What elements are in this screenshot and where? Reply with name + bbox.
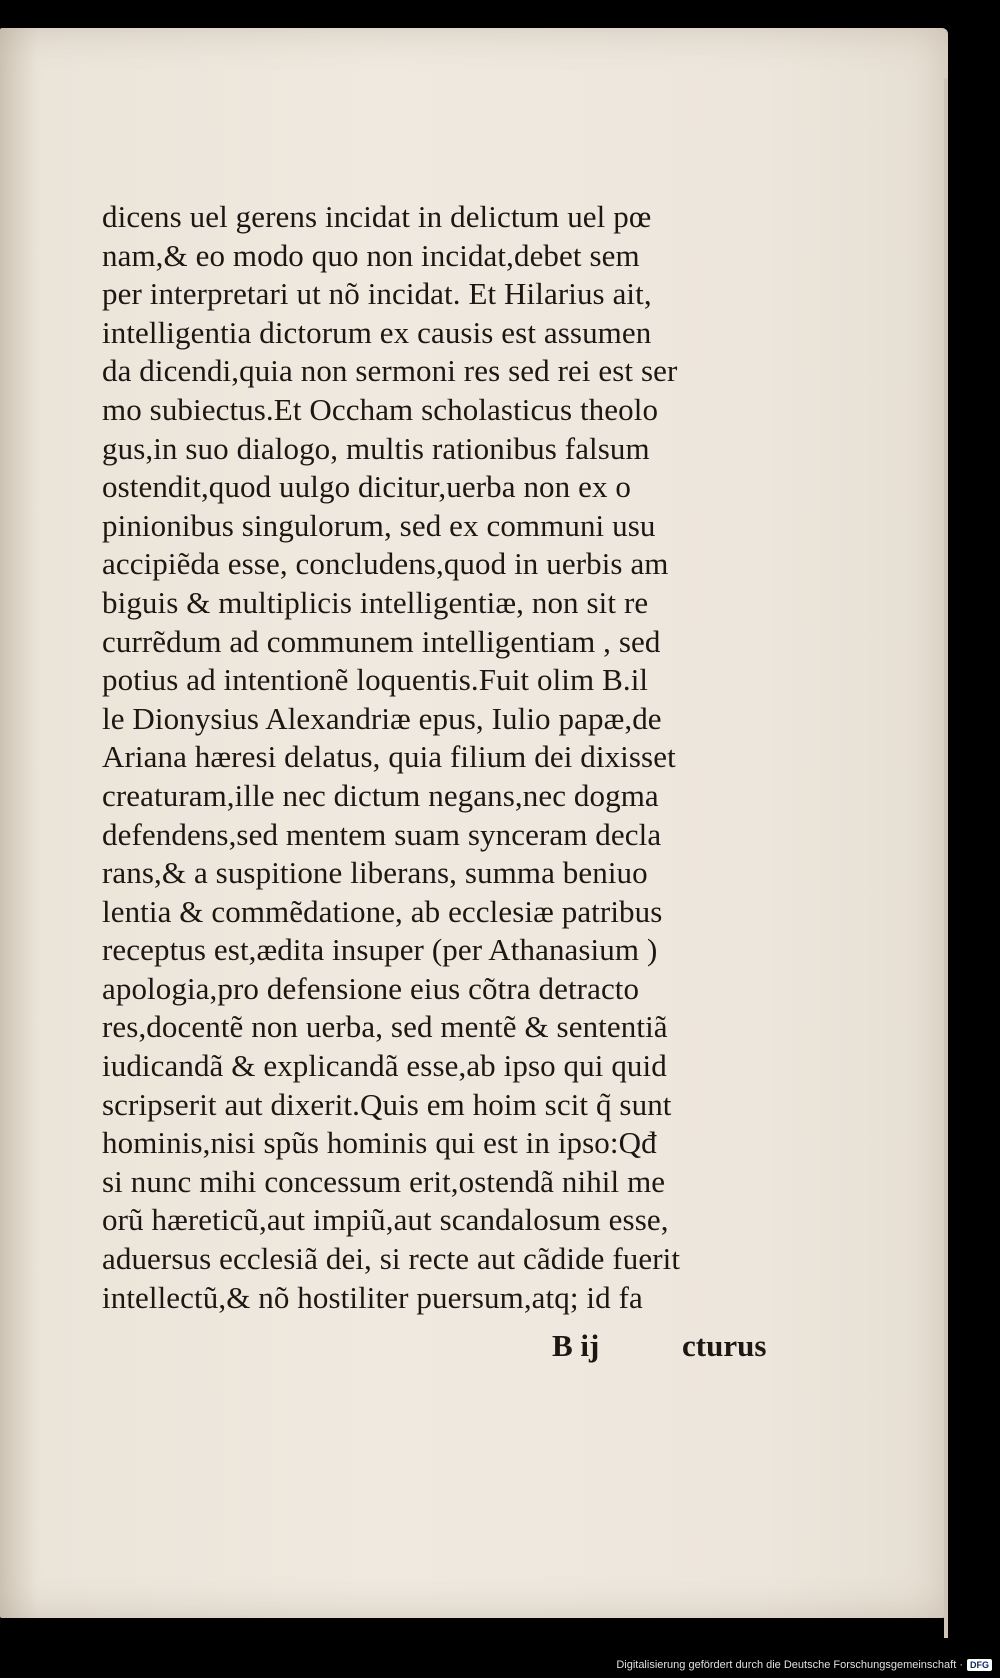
text-line: scripserit aut dixerit.Quis em hoim scit q̃ sunt [102, 1086, 672, 1122]
text-line: currẽdum ad communem intelligentiam , sed [102, 623, 661, 659]
text-line: biguis & multiplicis intelligentiæ, non sit re [102, 584, 649, 620]
dfg-logo-icon: DFG [967, 1659, 992, 1671]
page-edge [944, 78, 948, 1638]
credit-text: Digitalisierung gefördert durch die Deutsche Forschungsgemeinschaft · [616, 1659, 963, 1671]
text-line: rans,& a suspitione liberans, summa beniuo [102, 855, 648, 891]
signature-mark: B ij [552, 1328, 600, 1363]
book-page [0, 28, 948, 1618]
text-line: hominis,nisi spũs hominis qui est in ipso:Qđ [102, 1125, 657, 1161]
text-line: da dicendi,quia non sermoni res sed rei est ser [102, 353, 678, 389]
catchword: cturus [682, 1328, 767, 1363]
text-line: nam,& eo modo quo non incidat,debet sem [102, 237, 640, 273]
text-line: si nunc mihi concessum erit,ostendã nihil me [102, 1163, 666, 1199]
text-line: res,docentẽ non uerba, sed mentẽ & sententiã [102, 1009, 668, 1045]
text-line: aduersus ecclesiã dei, si recte aut cãdide fuerit [102, 1241, 681, 1277]
text-line: gus,in suo dialogo, multis rationibus falsum [102, 430, 650, 466]
text-line: Ariana hæresi delatus, quia filium dei dixisset [102, 739, 676, 775]
text-line: receptus est,ædita insuper (per Athanasium ) [102, 932, 658, 968]
body-text [102, 198, 802, 1317]
digitization-credit [616, 1654, 992, 1676]
text-line: pinionibus singulorum, sed ex communi usu [102, 507, 656, 543]
text-line: accipiẽda esse, concludens,quod in uerbis am [102, 546, 669, 582]
text-line: intellectũ,& nõ hostiliter puersum,atq; id fa [102, 1279, 643, 1315]
text-line: orũ hæreticũ,aut impiũ,aut scandalosum esse, [102, 1202, 669, 1238]
text-line: apologia,pro defensione eius cõtra detracto [102, 970, 640, 1006]
text-line: mo subiectus.Et Occham scholasticus theolo [102, 391, 659, 427]
text-line: intelligentia dictorum ex causis est assumen [102, 314, 652, 350]
text-line: dicens uel gerens incidat in delictum uel pœ [102, 199, 652, 234]
text-line: per interpretari ut nõ incidat. Et Hilarius ait, [102, 276, 652, 312]
page-footer [102, 1328, 802, 1368]
text-line: potius ad intentionẽ loquentis.Fuit olim B.il [102, 662, 649, 698]
text-line: creaturam,ille nec dictum negans,nec dogma [102, 777, 659, 813]
text-line: iudicandã & explicandã esse,ab ipso qui quid [102, 1048, 667, 1084]
text-line: le Dionysius Alexandriæ epus, Iulio papæ,de [102, 700, 662, 736]
text-line: defendens,sed mentem suam synceram decla [102, 816, 662, 852]
text-line: lentia & commẽdatione, ab ecclesiæ patribus [102, 893, 663, 929]
text-line: ostendit,quod uulgo dicitur,uerba non ex o [102, 469, 632, 505]
